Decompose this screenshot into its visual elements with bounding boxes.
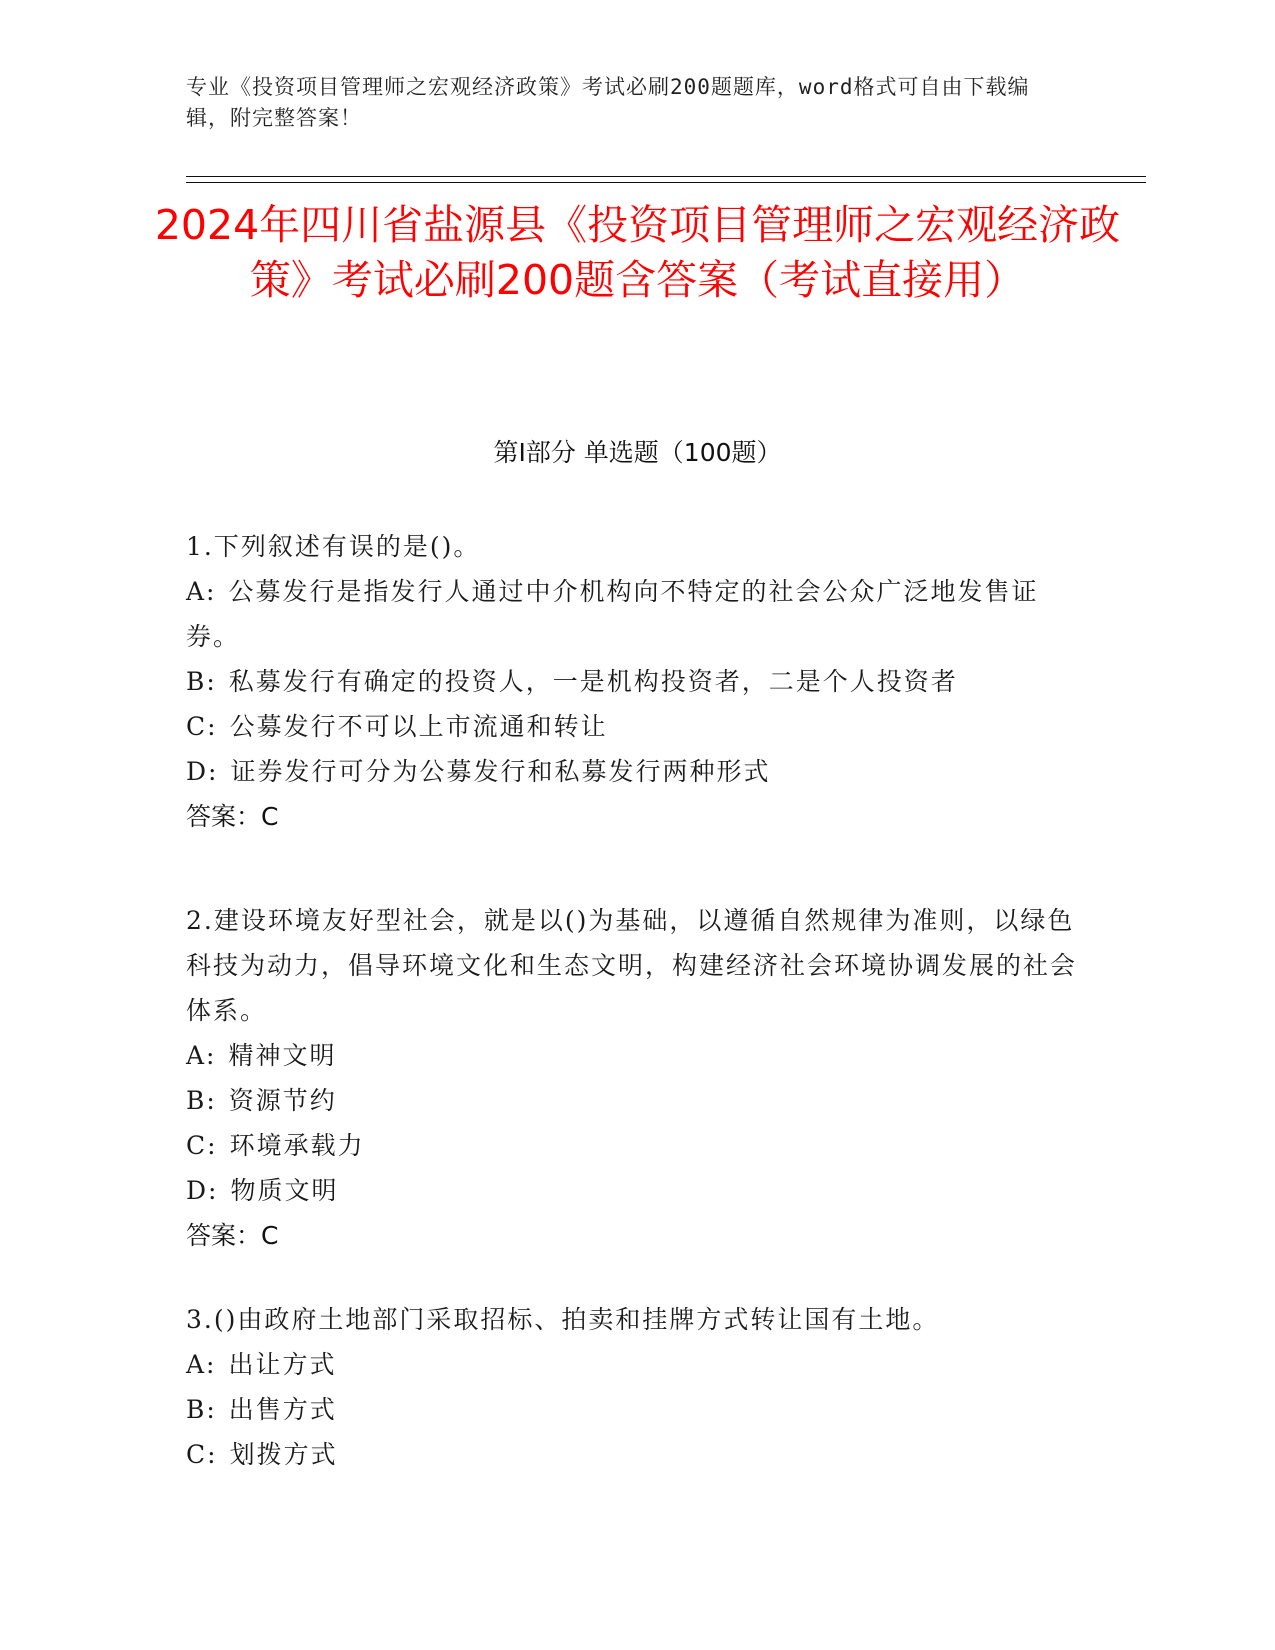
option-label: D: — [186, 757, 219, 786]
option-label: A: — [186, 577, 217, 606]
option-a — [186, 1033, 1086, 1078]
option-label: B: — [186, 1395, 217, 1424]
option-b — [186, 1387, 1086, 1432]
header-note: 专业《投资项目管理师之宏观经济政策》考试必刷200题题库，word格式可自由下载编辑，附完整答案！ — [186, 75, 1030, 130]
answer: 答案：C — [186, 802, 279, 831]
option-text: 环境承载力 — [229, 1131, 365, 1160]
option-c — [186, 1123, 1086, 1168]
option-text: 证券发行可分为公募发行和私募发行两种形式 — [230, 757, 771, 786]
option-text: 出售方式 — [228, 1395, 337, 1424]
question-3 — [186, 1297, 1086, 1477]
option-text: 公募发行不可以上市流通和转让 — [229, 712, 608, 741]
option-text: 公募发行是指发行人通过中介机构向不特定的社会公众广泛地发售证券。 — [186, 577, 1039, 651]
question-stem: 3.()由政府土地部门采取招标、拍卖和挂牌方式转让国有土地。 — [186, 1305, 940, 1334]
option-a — [186, 1342, 1086, 1387]
option-label: C: — [186, 1440, 218, 1469]
document-title: 2024年四川省盐源县《投资项目管理师之宏观经济政策》考试必刷200题含答案（考试直接用） — [154, 201, 1121, 304]
option-label: B: — [186, 1086, 217, 1115]
option-d — [186, 749, 1086, 794]
question-2 — [186, 898, 1086, 1258]
header-divider-bottom — [186, 182, 1146, 183]
header-divider-top — [186, 176, 1146, 177]
option-d — [186, 1168, 1086, 1213]
option-text: 精神文明 — [228, 1041, 337, 1070]
option-text: 私募发行有确定的投资人，一是机构投资者，二是个人投资者 — [228, 667, 958, 696]
option-text: 出让方式 — [228, 1350, 337, 1379]
question-stem: 1.下列叙述有误的是()。 — [186, 532, 481, 561]
option-label: C: — [186, 712, 218, 741]
option-label: D: — [186, 1176, 219, 1205]
option-c — [186, 704, 1086, 749]
option-c — [186, 1432, 1086, 1477]
option-b — [186, 1078, 1086, 1123]
option-b — [186, 659, 1086, 704]
option-label: A: — [186, 1350, 217, 1379]
option-a — [186, 569, 1086, 659]
option-label: A: — [186, 1041, 217, 1070]
option-text: 划拨方式 — [229, 1440, 338, 1469]
section-heading: 第I部分 单选题（100题） — [493, 438, 782, 467]
option-label: B: — [186, 667, 217, 696]
option-label: C: — [186, 1131, 218, 1160]
option-text: 物质文明 — [230, 1176, 339, 1205]
option-text: 资源节约 — [228, 1086, 337, 1115]
question-stem: 2.建设环境友好型社会，就是以()为基础，以遵循自然规律为准则，以绿色科技为动力，倡导环境文化和生态文明，构建经济社会环境协调发展的社会体系。 — [186, 906, 1078, 1025]
question-1 — [186, 524, 1086, 839]
answer: 答案：C — [186, 1221, 279, 1250]
